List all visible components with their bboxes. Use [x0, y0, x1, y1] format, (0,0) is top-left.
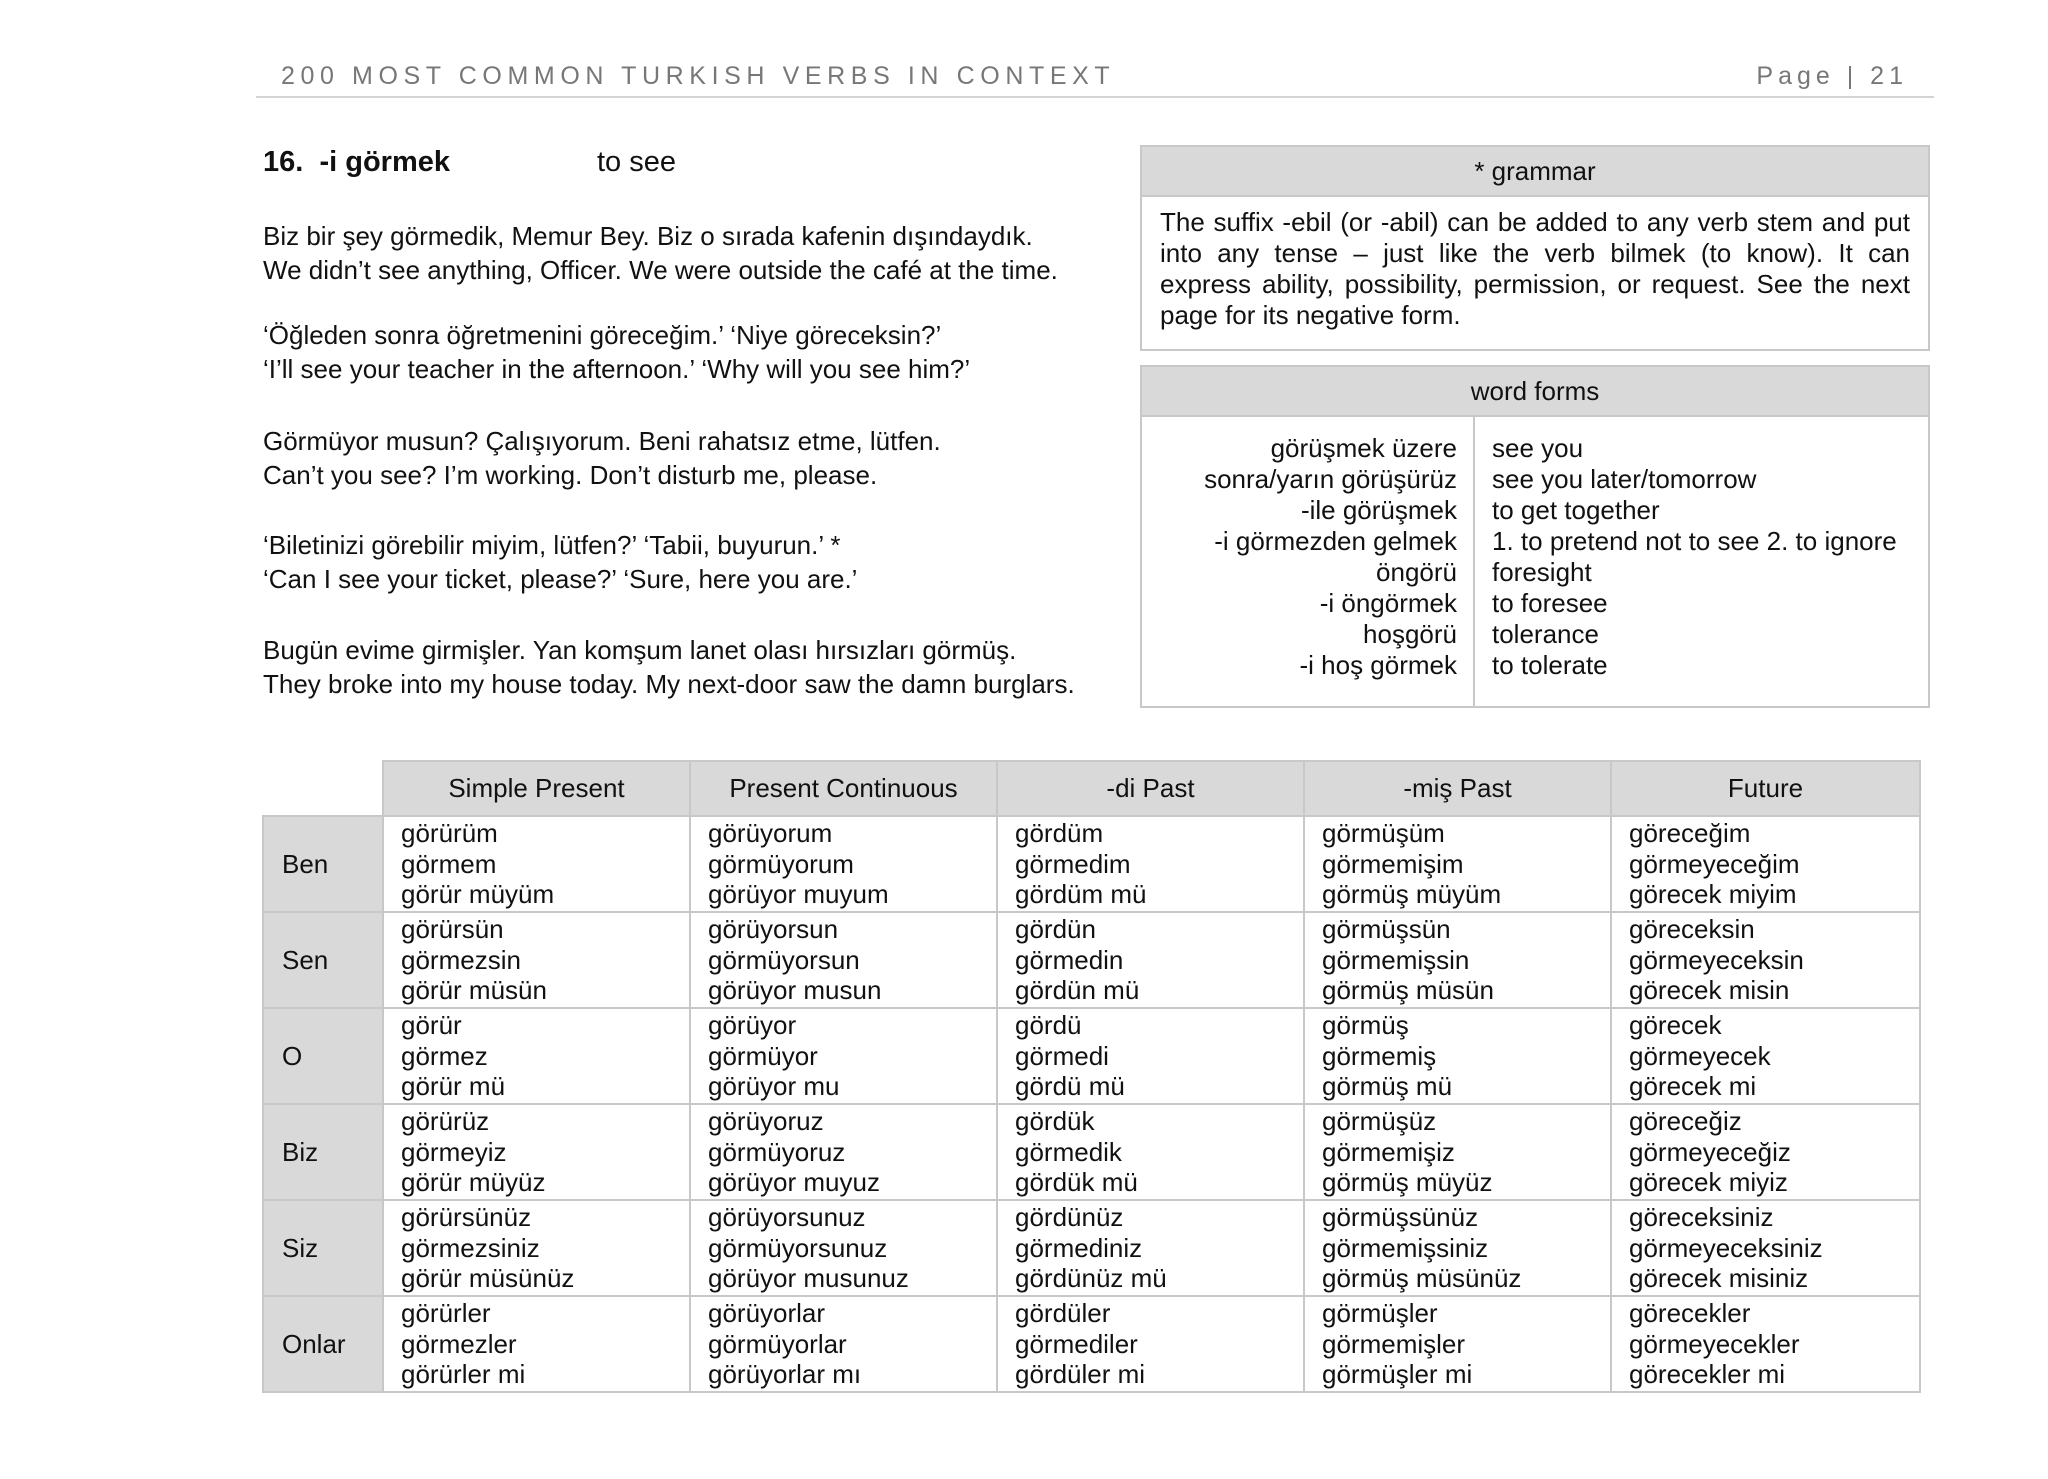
example-5 [263, 633, 1075, 701]
verb-form: görür müsün [401, 975, 547, 1005]
verb-form: gördünüz [1015, 1202, 1124, 1232]
verb-form: göreceğiz [1629, 1106, 1742, 1136]
entry-number: 16. [263, 146, 304, 178]
word-form-turkish: görüşmek üzere [1270, 433, 1457, 463]
verb-form: gördüm [1015, 818, 1104, 848]
conjugation-cell [383, 1104, 690, 1200]
table-row [263, 1008, 1920, 1104]
verb-form: görmeyeceğiz [1629, 1136, 1791, 1167]
column-header: -miş Past [1304, 761, 1611, 816]
verb-form: görürsün [401, 914, 504, 944]
verb-form: görmüş [1322, 1010, 1409, 1040]
word-form-turkish: sonra/yarın görüşürüz [1204, 464, 1457, 494]
example-english: ‘Can I see your ticket, please?’ ‘Sure, here you are.’ [263, 564, 858, 594]
example-turkish: Görmüyor musun? Çalışıyorum. Beni rahatsız etme, lütfen. [263, 426, 941, 456]
conjugation-cell [997, 1104, 1304, 1200]
column-header: Simple Present [383, 761, 690, 816]
column-header: Future [1611, 761, 1920, 816]
pronoun-cell: Siz [263, 1200, 383, 1296]
conjugation-table [262, 760, 1921, 1393]
example-turkish: Bugün evime girmişler. Yan komşum lanet olası hırsızları görmüş. [263, 635, 1017, 665]
verb-form: görecek mi [1629, 1071, 1757, 1101]
conjugation-cell [690, 912, 997, 1008]
verb-form: görür müyüm [401, 879, 555, 909]
verb-form: görüyoruz [708, 1106, 824, 1136]
verb-form: göreceksin [1629, 914, 1755, 944]
word-form-english: see you [1492, 433, 1584, 463]
verb-form: görmedin [1015, 944, 1124, 975]
conjugation-cell [997, 912, 1304, 1008]
conjugation-cell [690, 1200, 997, 1296]
verb-form: görecek misiniz [1629, 1263, 1809, 1293]
verb-form: görmüşüz [1322, 1106, 1437, 1136]
word-form-turkish: -ile görüşmek [1300, 495, 1457, 525]
example-english: Can’t you see? I’m working. Don’t disturb me, please. [263, 460, 878, 490]
verb-form: görmezler [401, 1328, 517, 1359]
verb-form: görüyor muyuz [708, 1167, 880, 1197]
conjugation-cell [997, 1008, 1304, 1104]
conjugation-cell [997, 1200, 1304, 1296]
verb-form: gördü [1015, 1010, 1082, 1040]
verb-form: gördünüz mü [1015, 1263, 1167, 1293]
verb-form: gördüler [1015, 1298, 1111, 1328]
example-3 [263, 424, 941, 492]
verb-form: görürler mi [401, 1359, 526, 1389]
conjugation-cell [383, 1008, 690, 1104]
word-forms-turkish-column [1142, 417, 1475, 706]
grammar-text: The suffix -ebil (or -abil) can be added to any verb stem and put into any tense – just like the verb bilmek (to know). It can express ability, possibility, permission, or request. See the next page for its negative form. [1160, 207, 1910, 330]
verb-form: görmeyeceksin [1629, 944, 1804, 975]
verb-form: görürüz [401, 1106, 490, 1136]
verb-form: görmüyoruz [708, 1136, 846, 1167]
conjugation-body [263, 816, 1920, 1392]
word-forms-box [1140, 365, 1930, 708]
verb-form: görmüyorlar [708, 1328, 847, 1359]
verb-form: görecek miyiz [1629, 1167, 1788, 1197]
conjugation-cell [1611, 912, 1920, 1008]
grammar-title: * grammar [1142, 147, 1928, 197]
verb-form: görür müsünüz [401, 1263, 575, 1293]
word-form-english: to foresee [1492, 588, 1608, 618]
verb-form: görmezsin [401, 944, 521, 975]
verb-form: görmeyecek [1629, 1040, 1771, 1071]
pronoun-cell: Ben [263, 816, 383, 912]
word-forms-english-column [1475, 417, 1928, 706]
verb-form: görmüyorsun [708, 944, 860, 975]
example-turkish: Biz bir şey görmedik, Memur Bey. Biz o sırada kafenin dışındaydık. [263, 221, 1033, 251]
verb-form: gördük mü [1015, 1167, 1138, 1197]
verb-form: görmemişsiniz [1322, 1232, 1489, 1263]
verb-form: görmüş müsün [1322, 975, 1494, 1005]
table-row [263, 1296, 1920, 1392]
verb-form: görmüşler mi [1322, 1359, 1473, 1389]
verb-form: görmüş müyüz [1322, 1167, 1493, 1197]
verb-form: görmemişiz [1322, 1136, 1455, 1167]
page-number: Page | 21 [1756, 62, 1908, 90]
conjugation-cell [997, 1296, 1304, 1392]
verb-form: görürler [401, 1298, 491, 1328]
verb-form: görmeyeceksiniz [1629, 1232, 1823, 1263]
conjugation-cell [997, 816, 1304, 912]
example-english: They broke into my house today. My next-door saw the damn burglars. [263, 669, 1075, 699]
word-form-turkish: -i öngörmek [1319, 588, 1457, 618]
conjugation-cell [1304, 816, 1611, 912]
pronoun-cell: Sen [263, 912, 383, 1008]
verb-form: görürsünüz [401, 1202, 532, 1232]
verb-form: görmemişim [1322, 848, 1464, 879]
pronoun-cell: O [263, 1008, 383, 1104]
word-form-english: to tolerate [1492, 650, 1608, 680]
conjugation-cell [383, 1200, 690, 1296]
example-2 [263, 318, 970, 386]
entry-heading [263, 146, 450, 179]
table-header-row [263, 761, 1920, 816]
verb-form: görüyor musun [708, 975, 882, 1005]
verb-form: görüyor [708, 1010, 797, 1040]
conjugation-cell [1611, 1008, 1920, 1104]
verb-form: görmüyor [708, 1040, 818, 1071]
page-header [256, 62, 1934, 98]
example-english: ‘I’ll see your teacher in the afternoon.’ ‘Why will you see him?’ [263, 354, 971, 384]
pronoun-cell: Onlar [263, 1296, 383, 1392]
conjugation-cell [383, 816, 690, 912]
verb-form: görmüyorum [708, 848, 854, 879]
verb-form: görmemişler [1322, 1328, 1466, 1359]
verb-form: görüyorlar mı [708, 1359, 862, 1389]
conjugation-cell [1304, 1200, 1611, 1296]
example-4 [263, 528, 857, 596]
word-form-english: foresight [1492, 557, 1592, 587]
conjugation-cell [690, 816, 997, 912]
verb-form: göreceksiniz [1629, 1202, 1774, 1232]
verb-form: görecek misin [1629, 975, 1790, 1005]
verb-form: görüyor mu [708, 1071, 840, 1101]
word-form-english: to get together [1492, 495, 1660, 525]
conjugation-cell [690, 1104, 997, 1200]
verb-form: görmediler [1015, 1328, 1138, 1359]
verb-form: görüyorsunuz [708, 1202, 866, 1232]
verb-form: görmüş müsünüz [1322, 1263, 1522, 1293]
table-row [263, 1104, 1920, 1200]
verb-form: görmeyiz [401, 1136, 507, 1167]
conjugation-cell [690, 1296, 997, 1392]
verb-form: görmez [401, 1040, 488, 1071]
book-title: 200 MOST COMMON TURKISH VERBS IN CONTEXT [281, 62, 1116, 90]
word-form-english: 1. to pretend not to see 2. to ignore [1492, 526, 1897, 556]
verb-form: görür müyüz [401, 1167, 546, 1197]
example-turkish: ‘Biletinizi görebilir miyim, lütfen?’ ‘Tabii, buyurun.’ * [263, 530, 841, 560]
verb-form: göreceğim [1629, 818, 1751, 848]
table-corner [263, 761, 383, 816]
conjugation-cell [1611, 1104, 1920, 1200]
verb-form: görüyor musunuz [708, 1263, 909, 1293]
word-form-turkish: -i görmezden gelmek [1214, 526, 1457, 556]
verb-form: görmediniz [1015, 1232, 1143, 1263]
verb-form: görecek miyim [1629, 879, 1797, 909]
example-turkish: ‘Öğleden sonra öğretmenini göreceğim.’ ‘Niye göreceksin?’ [263, 320, 942, 350]
word-form-english: see you later/tomorrow [1492, 464, 1757, 494]
column-header: -di Past [997, 761, 1304, 816]
conjugation-cell [1304, 1296, 1611, 1392]
verb-form: görürüm [401, 818, 498, 848]
example-english: We didn’t see anything, Officer. We were outside the café at the time. [263, 255, 1058, 285]
verb-form: görmeyeceğim [1629, 848, 1800, 879]
verb-form: görecekler [1629, 1298, 1751, 1328]
table-row [263, 1200, 1920, 1296]
conjugation-cell [1304, 1104, 1611, 1200]
entry-verb: -i görmek [319, 146, 450, 178]
verb-form: görmüşsünüz [1322, 1202, 1479, 1232]
table-row [263, 912, 1920, 1008]
verb-form: görecekler mi [1629, 1359, 1786, 1389]
verb-form: görür [401, 1010, 462, 1040]
verb-form: görmedi [1015, 1040, 1109, 1071]
verb-form: görmedim [1015, 848, 1131, 879]
grammar-box [1140, 145, 1930, 351]
verb-form: görmem [401, 848, 497, 879]
word-forms-title: word forms [1142, 367, 1928, 417]
verb-form: gördük [1015, 1106, 1095, 1136]
verb-form: gördü mü [1015, 1071, 1125, 1101]
verb-form: görür mü [401, 1071, 506, 1101]
verb-form: görecek [1629, 1010, 1722, 1040]
verb-form: görmemiş [1322, 1040, 1437, 1071]
conjugation-cell [383, 912, 690, 1008]
verb-form: görüyorum [708, 818, 833, 848]
verb-form: görmüşüm [1322, 818, 1445, 848]
verb-form: görüyorlar [708, 1298, 826, 1328]
entry-translation: to see [597, 146, 676, 178]
pronoun-cell: Biz [263, 1104, 383, 1200]
conjugation-cell [1304, 1008, 1611, 1104]
verb-form: görmüş mü [1322, 1071, 1453, 1101]
verb-form: gördüm mü [1015, 879, 1147, 909]
verb-form: görmedik [1015, 1136, 1122, 1167]
verb-form: görmeyecekler [1629, 1328, 1800, 1359]
table-row [263, 816, 1920, 912]
verb-form: görmüş müyüm [1322, 879, 1502, 909]
conjugation-cell [1611, 1200, 1920, 1296]
conjugation-cell [690, 1008, 997, 1104]
verb-form: görüyor muyum [708, 879, 889, 909]
example-1 [263, 219, 1058, 287]
word-form-turkish: -i hoş görmek [1299, 650, 1457, 680]
verb-form: görmezsiniz [401, 1232, 540, 1263]
conjugation-cell [1611, 1296, 1920, 1392]
word-form-turkish: hoşgörü [1363, 619, 1457, 649]
verb-form: gördün [1015, 914, 1096, 944]
verb-form: görmüşsün [1322, 914, 1451, 944]
verb-form: görmüyorsunuz [708, 1232, 888, 1263]
verb-form: görmemişsin [1322, 944, 1470, 975]
verb-form: gördün mü [1015, 975, 1140, 1005]
verb-form: gördüler mi [1015, 1359, 1146, 1389]
verb-form: görüyorsun [708, 914, 839, 944]
column-header: Present Continuous [690, 761, 997, 816]
conjugation-cell [383, 1296, 690, 1392]
conjugation-cell [1304, 912, 1611, 1008]
verb-form: görmüşler [1322, 1298, 1438, 1328]
word-form-english: tolerance [1492, 619, 1599, 649]
conjugation-cell [1611, 816, 1920, 912]
word-forms-list [1142, 417, 1928, 706]
word-form-turkish: öngörü [1376, 557, 1457, 587]
